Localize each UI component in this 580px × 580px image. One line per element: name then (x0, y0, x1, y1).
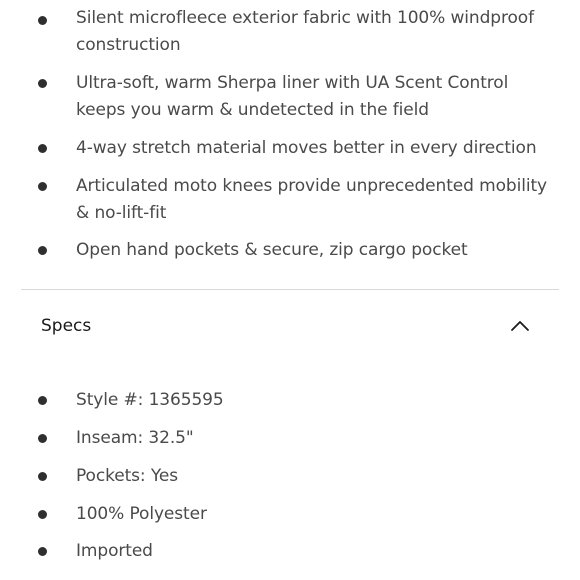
bullet-icon (38, 434, 47, 443)
bullet-icon (38, 16, 47, 25)
feature-text: Open hand pockets & secure, zip cargo pocket (76, 240, 468, 260)
spec-text: Imported (76, 541, 153, 561)
section-divider (21, 289, 559, 290)
spec-text: 100% Polyester (76, 504, 207, 524)
bullet-icon (38, 182, 47, 191)
bullet-icon (38, 144, 47, 153)
spec-text: Pockets: Yes (76, 466, 178, 486)
spec-text: Style #: 1365595 (76, 390, 224, 410)
feature-text: Ultra-soft, warm Sherpa liner with UA Scent Control keeps you warm & undetected in the field (76, 73, 509, 120)
bullet-icon (38, 547, 47, 556)
feature-text: Silent microfleece exterior fabric with 100% windproof construction (76, 8, 534, 55)
specs-accordion-toggle[interactable] (0, 300, 580, 354)
spec-text: Inseam: 32.5" (76, 428, 194, 448)
chevron-up-icon[interactable] (509, 318, 531, 332)
feature-text: Articulated moto knees provide unprecedented mobility & no-lift-fit (76, 176, 547, 223)
bullet-icon (38, 396, 47, 405)
bullet-icon (38, 472, 47, 481)
specs-title: Specs (41, 316, 92, 336)
bullet-icon (38, 510, 47, 519)
feature-text: 4-way stretch material moves better in every direction (76, 138, 537, 158)
bullet-icon (38, 246, 47, 255)
bullet-icon (38, 79, 47, 88)
